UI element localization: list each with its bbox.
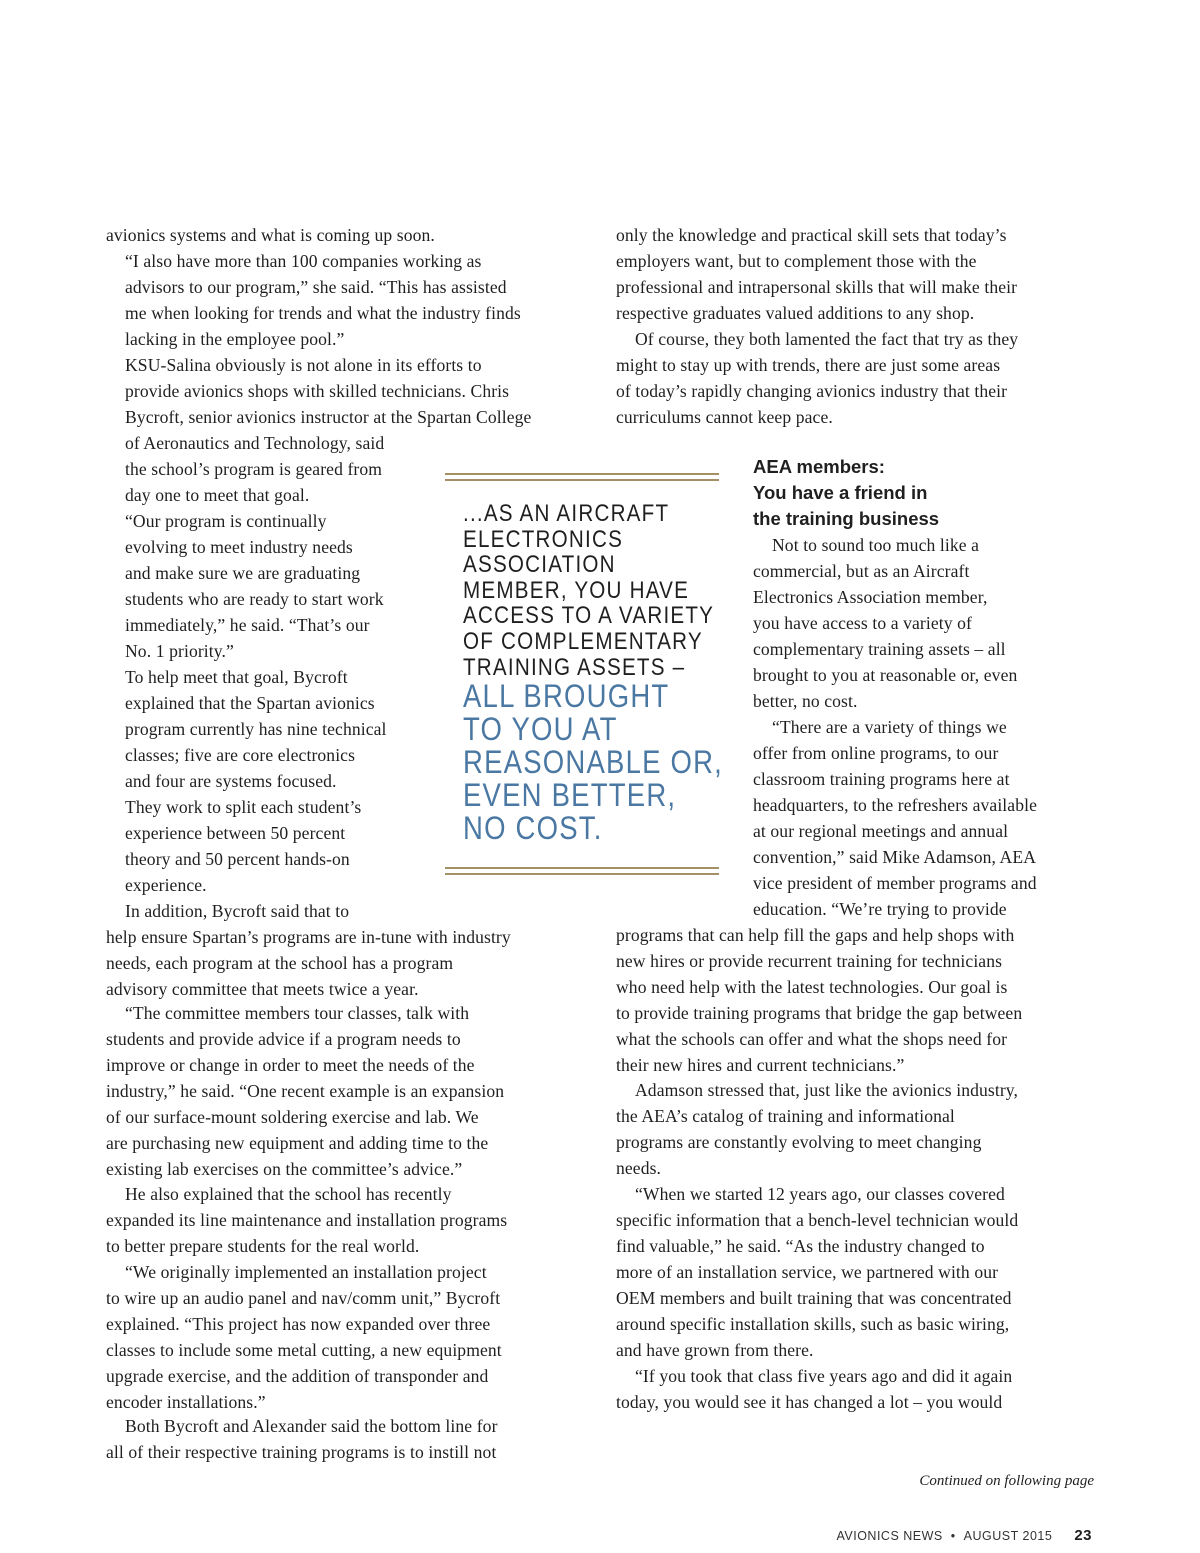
article-paragraph: “When we started 12 years ago, our classes covered specific information that a bench-level technician would find valuable,” he said. “As the industry changed to more of an installation service, we partnered with our OEM members and built training that was concentrated around specific installation skills, such as basic wiring, and have grown from there.: [616, 1184, 1019, 1360]
article-paragraph: “I also have more than 100 companies working as advisors to our program,” she said. “This has assisted me when looking for trends and what the industry finds lacking in the employee pool.”: [125, 251, 521, 349]
pull-quote-rule: [445, 873, 719, 875]
article-paragraph: Of course, they both lamented the fact that try as they might to stay up with trends, there are just some areas of today’s rapidly changing avionics industry that their curriculums cannot keep pace.: [616, 329, 1019, 427]
article-paragraph: KSU-Salina obviously is not alone in its efforts to provide avionics shops with skilled technicians. Chris Bycroft, senior avionics instructor at the Spartan College of Aeronautics and Technology, said the school’s program is geared from day one to meet that goal.: [125, 355, 532, 505]
article-paragraph: He also explained that the school has recently expanded its line maintenance and installation programs to better prepare students for the real world.: [106, 1184, 508, 1256]
article-paragraph: “There are a variety of things we offer from online programs, to our classroom training programs here at headquarters, to the refreshers available at our regional meetings and annual convention,” said Mike Adamson, AEA vice president of member programs and education. “We’re trying to provide: [753, 717, 1037, 919]
section-subheading: AEA members: You have a friend in the training business: [753, 456, 940, 529]
article-paragraph: “We originally implemented an installation project to wire up an audio panel and nav/comm unit,” Bycroft explained. “This project has now expanded over three classes to include some metal cutting, a new equipment upgrade exercise, and the addition of transponder and encoder installations.”: [106, 1262, 502, 1412]
article-paragraph: In addition, Bycroft said that to help ensure Spartan’s programs are in-tune with industry needs, each program at the school has a program advisory committee that meets twice a year.: [106, 901, 511, 999]
article-paragraph: “The committee members tour classes, talk with students and provide advice if a program needs to improve or change in order to meet the needs of the industry,” he said. “One recent example is an expansion of our surface-mount soldering exercise and lab. We are purchasing new equipment and adding time to the existing lab exercises on the committee’s advice.”: [106, 1003, 505, 1179]
article-paragraph: “If you took that class five years ago and did it again today, you would see it has changed a lot – you would: [616, 1366, 1013, 1412]
issue-date: AUGUST 2015: [963, 1529, 1053, 1543]
article-paragraph: “Our program is continually evolving to meet industry needs and make sure we are graduating students who are ready to start work immediately,” he said. “That’s our No. 1 priority.”: [125, 511, 384, 661]
publication-name: AVIONICS NEWS: [836, 1529, 943, 1543]
pull-quote: [445, 473, 724, 875]
article-paragraph: To help meet that goal, Bycroft explained that the Spartan avionics program currently has nine technical classes; five are core electronics and four are systems focused. They work to split each student’s experience between 50 percent theory and 50 percent hands-on experience.: [125, 667, 387, 895]
article-paragraph: avionics systems and what is coming up soon.: [106, 225, 435, 245]
continued-note: Continued on following page: [919, 1473, 1094, 1489]
article-paragraph: Both Bycroft and Alexander said the bottom line for all of their respective training programs is to instill not: [106, 1416, 498, 1462]
page-number: 23: [1074, 1527, 1092, 1544]
pull-quote-rule: [445, 473, 719, 475]
pull-quote-rule: [445, 479, 719, 481]
page-footer: [836, 1527, 1092, 1544]
article-paragraph: programs that can help fill the gaps and help shops with new hires or provide recurrent training for technicians who need help with the latest technologies. Our goal is to provide training programs that bridge the gap between what the schools can offer and what the shops need for their new hires and current technicians.”: [616, 925, 1023, 1075]
article-paragraph: only the knowledge and practical skill sets that today’s employers want, but to complement those with the professional and intrapersonal skills that will make their respective graduates valued additions to any shop.: [616, 225, 1018, 323]
pull-quote-text: ...AS AN AIRCRAFT ELECTRONICS ASSOCIATION MEMBER, YOU HAVE ACCESS TO A VARIETY OF COMPLEMENTARY TRAINING ASSETS – ALL BROUGHT TO YOU AT REASONABLE OR, EVEN BETTER, NO COST.: [463, 500, 724, 847]
article-paragraph: Adamson stressed that, just like the avionics industry, the AEA’s catalog of training and informational programs are constantly evolving to meet changing needs.: [616, 1080, 1019, 1178]
article-paragraph: Not to sound too much like a commercial, but as an Aircraft Electronics Association member, you have access to a variety of complementary training assets – all brought to you at reasonable or, even better, no cost.: [753, 535, 1018, 711]
bullet-separator: •: [950, 1529, 956, 1543]
pull-quote-rule: [445, 867, 719, 869]
